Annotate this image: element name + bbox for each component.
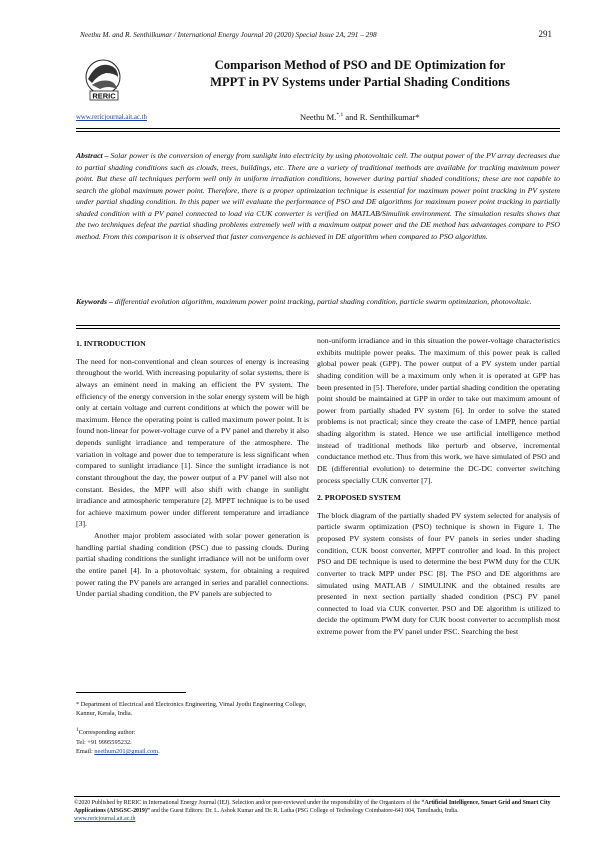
page-number: 291	[538, 29, 552, 39]
abstract	[76, 150, 560, 242]
footer-conference: “Artificial Intelligence, Smart Grid and Smart City Applications (AISGSC-2019)”	[74, 800, 551, 815]
title-line-2: MPPT in PV Systems under Partial Shading Conditions	[210, 75, 510, 89]
header-rule-top	[76, 128, 560, 129]
right-paragraph-1: non-uniform irradiance and in this situation the power-voltage characteristics exhibits multiple power peaks. The maximum of this power peak is called global power peak (GPP). The power output of a PV system under partial shading condition will be a maximum only when it is operated at GPP has been presented in [5]. Therefore, under partial shading condition the operating point should be maintained at GPP in order to take out maximum amount of power from partially shaded PV system [6]. In order to solve the stated problems is not practical; since they create the case of LMPP, hence partial shading algorithm is stated. Hence we use artificial intelligence method instead of traditional methods like perturb and observe, incremental conductance method etc. Thus from this work, we have simulated of PSO and DE (differential evolution) to determine the DC-DC converter switching process specially CUK converter [7].	[317, 336, 560, 485]
page-footer	[74, 796, 560, 823]
email-note	[76, 747, 308, 756]
right-paragraph-2: The block diagram of the partially shaded PV system selected for analysis of particle swarm optimization (PSO) technique is shown in Figure 1. The proposed PV system consists of four PV panels in series under shading condition, CUK boost converter, MPPT controller and load. In this project PSO and DE technique is used to determine the best PWM duty for the CUK converter to track MPP under PSC [8]. The PSO and DE algorithms are simulated using MATLAB / SIMULINK and the obtained results are presented in next section partially shaded condition (PSC) PV panel connected to load via CUK converter. PSO and DE algorithm is utilized to decide the optimum PWM duty for CUK boost converter to accomplish most extreme power from the PV panel under PSC. Searching the best	[317, 510, 560, 636]
corr-mark: 1	[76, 727, 79, 734]
abstract-rule-bottom	[76, 328, 560, 329]
keywords-label: Keywords –	[76, 297, 113, 306]
proposed-heading: 2. PROPOSED SYSTEM	[317, 493, 401, 503]
abstract-text: Solar power is the conversion of energy from sunlight into electricity by using photovoltaic cell. The output power of the PV array decreases due to partial shading conditions such as clouds, trees, buildings, etc. There are a variety of traditional methods are available for tracking maximum power point. But these all techniques perform well only in uniform irradiation conditions, however during partial shaded conditions; these are not capable to search the global maximum power point. Therefore, there is a proper optimization technique is essential for maximum power point tracking in PV system under partial shading condition. In this paper we will evaluate the performance of PSO and DE algorithms for maximum power point tracking in partially shaded condition with a PV panel connected to load via CUK converter is verified on MATLAB/Simulink environment. The simulation results shows that the two techniques defeat the partial shading problems extremely well with a maximum output power and the DE method has advantages compare to PSO method. From this comparison it is observed that faster convergence is achieved in DE algorithm when compared to PSO algorithm.	[76, 151, 560, 241]
corresponding-note	[76, 726, 308, 737]
left-column	[76, 335, 309, 600]
email-link[interactable]: neethum201@gmail.com	[94, 747, 159, 755]
keywords	[76, 296, 560, 307]
author-rest: and R. Senthilkumar*	[343, 112, 420, 122]
intro-paragraph-2: Another major problem associated with solar power generation is handling partial shading condition (PSC) due to passing clouds. During partial shading conditions the sunlight irradiance will not be uniform over the entire panel [4]. In a photovoltaic system, for obtaining a required power rating the PV panels are arranged in series and parallel connections. Under partial shading condition, the PV panels are subjected to	[76, 531, 309, 599]
right-column	[317, 335, 560, 638]
journal-url-link[interactable]: www.rericjournal.ait.ac.th	[76, 114, 147, 121]
footnote-rule	[76, 692, 186, 693]
footnotes	[76, 700, 308, 756]
affiliation-note: * Department of Electrical and Electronics Engineering, Vimal Jyothi Engineering College, Kannur, Kerala, India.	[76, 701, 307, 718]
keywords-text: differential evolution algorithm, maximum power point tracking, partial shading condition, particle swarm optimization, photovoltaic.	[112, 297, 532, 306]
paper-title	[160, 57, 560, 91]
running-head: Neethu M. and R. Senthilkumar / International Energy Journal 20 (2020) Special Issue 2A, 291 – 298	[80, 30, 377, 39]
logo-text: RERIC	[92, 91, 116, 101]
corr-label: Corresponding author:	[78, 729, 136, 737]
footer-text-2: and the Guest Editors: Dr. L. Ashok Kumar and Dr. R. Latha (PSG College of Technology Coimbatore-641 004, Tamilnadu, India.	[149, 808, 459, 815]
author-first: Neethu M.	[300, 112, 337, 122]
title-line-1: Comparison Method of PSO and DE Optimization for	[214, 58, 506, 72]
email-label: Email:	[76, 747, 95, 755]
abstract-label: Abstract –	[76, 151, 109, 160]
tel-note: Tel: +91 9995595232.	[76, 738, 132, 746]
footer-url-link[interactable]: www.rericjournal.ait.ac.th	[74, 816, 136, 823]
authors	[300, 112, 420, 122]
intro-paragraph-1: The need for non-conventional and clean sources of energy is increasing throughout the world. With increasing popularity of solar systems, there is always an eminent need in making an efficient the PV system. The efficiency of the energy conversion in the solar energy system will be high only at certain voltage and current conditions at which the power will be maximum. Hence the operating point is called maximum power point. It is found non-linear for power-voltage curve of a PV panel and thereby it also depends sunlight irradiance and temperature of the atmosphere. The variation in voltage and power due to temperature is less significant when compared to sunlight irradiance [1]. Since the sunlight irradiance is not constant throughout the day, the power output of a PV panel will also not constant. Besides, the MPP will also shift with change in sunlight irradiance and atmospheric temperature [2]. MPPT technique is to be used for achieve maximum power under different temperature and irradiance [3].	[76, 356, 309, 529]
header-rule-bottom	[76, 131, 560, 132]
intro-heading: 1. INTRODUCTION	[76, 339, 146, 348]
footer-text-1: ©2020 Published by RERIC in International Energy Journal (IEJ). Selection and/or peer-reviewed under the responsibility of the Organizers of the	[74, 800, 422, 806]
reric-logo	[78, 55, 128, 110]
email-end: .	[158, 747, 160, 755]
abstract-rule-top	[76, 325, 560, 326]
author-marks: *,1	[336, 112, 344, 119]
